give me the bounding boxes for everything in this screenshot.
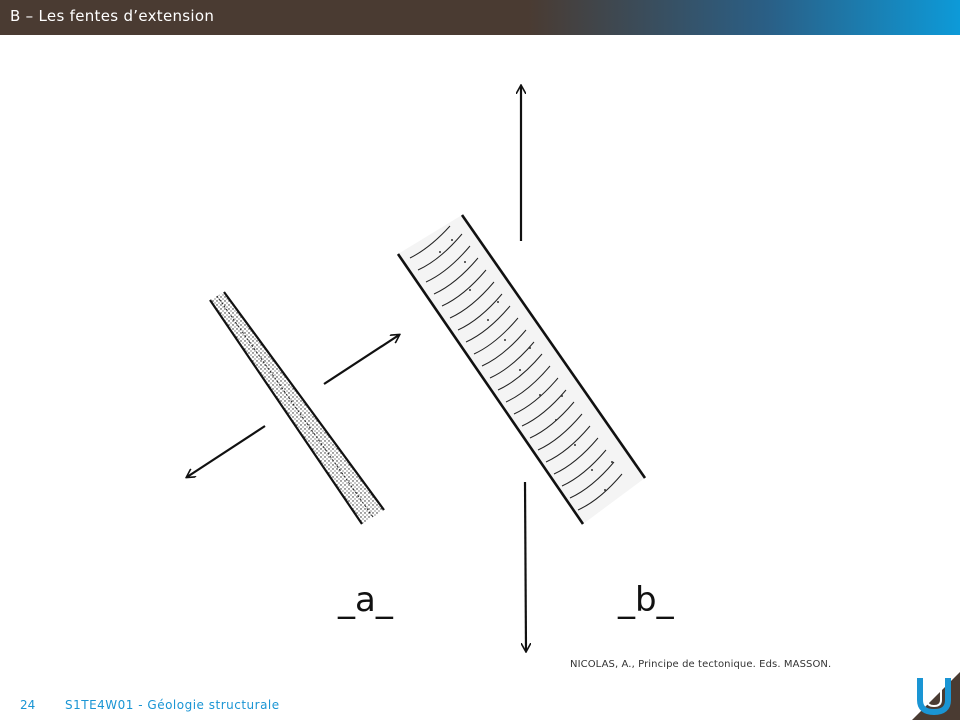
page-number: 24 (20, 698, 36, 712)
slide-header (0, 0, 960, 35)
extension-fracture-diagram (0, 35, 960, 720)
vein-a (210, 292, 384, 524)
slide-title: B – Les fentes d’extension (10, 7, 215, 25)
arrow-icon (324, 335, 399, 384)
university-logo-icon (900, 660, 960, 720)
vein-b (398, 215, 645, 524)
figure-credit: NICOLAS, A., Principe de tectonique. Eds. MASSON. (570, 659, 832, 670)
arrow-icon (525, 482, 526, 651)
arrow-icon (187, 426, 265, 477)
course-title: S1TE4W01 - Géologie structurale (65, 698, 280, 712)
label-b: _b_ (618, 580, 674, 620)
label-a: _a_ (338, 580, 393, 620)
